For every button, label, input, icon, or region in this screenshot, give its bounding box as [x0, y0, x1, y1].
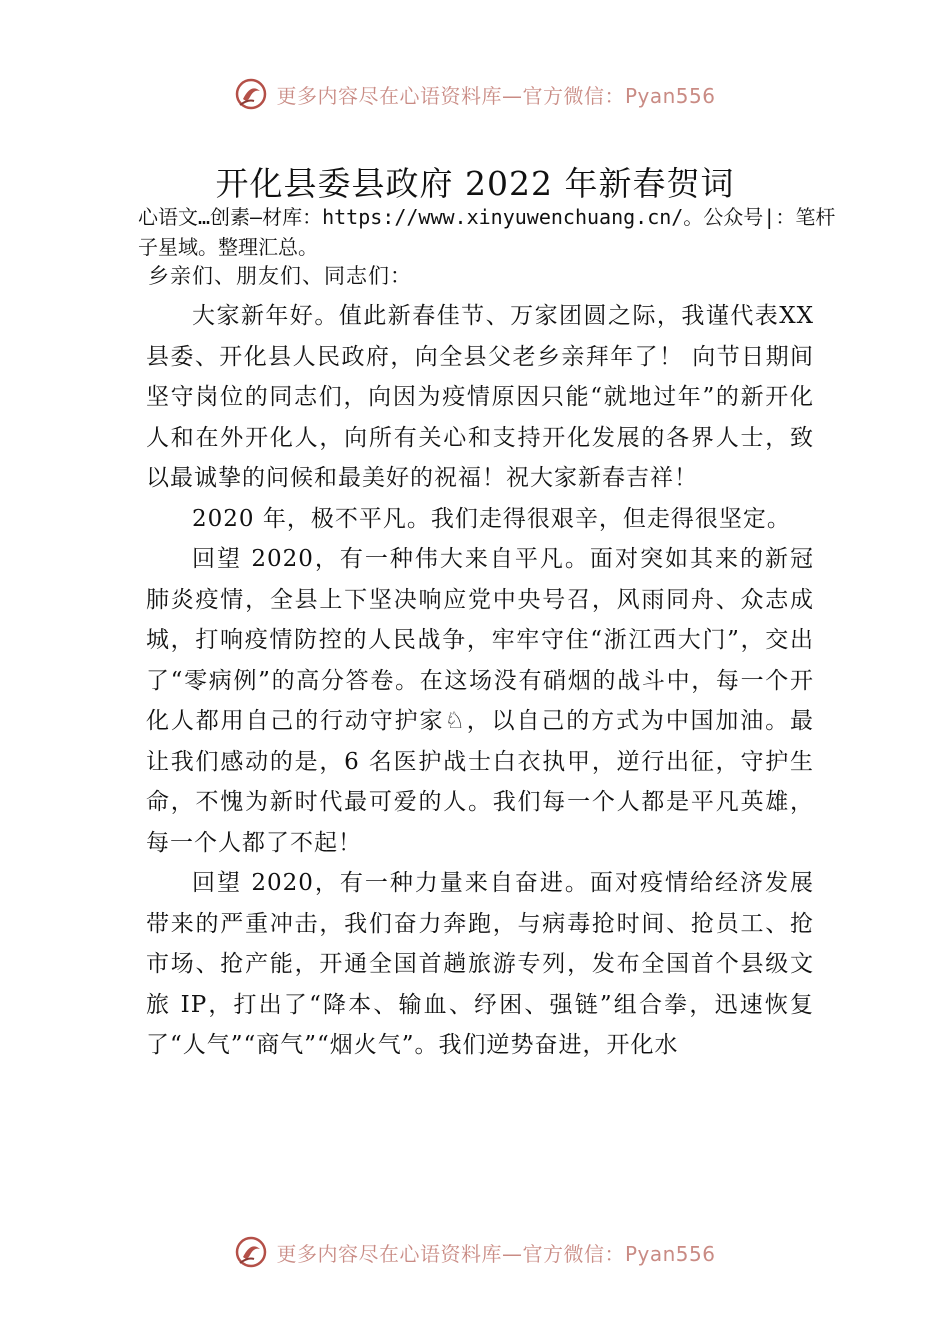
watermark-text-bottom: 更多内容尽在心语资料库—官方微信：Pyan556 [276, 1241, 716, 1266]
greeting: 乡亲们、朋友们、同志们： [148, 264, 412, 288]
watermark-banner-bottom [0, 1230, 950, 1274]
source-line: 心语文…创素—材库：https://www.xinyuwenchuang.cn/。公众号|：笔杆子星域。整理汇总。 [138, 205, 836, 259]
watermark-text-top: 更多内容尽在心语资料库—官方微信：Pyan556 [276, 83, 716, 108]
paragraph: 回望 2020，有一种力量来自奋进。面对疫情给经济发展带来的严重冲击，我们奋力奔跑，与病毒抢时间、抢员工、抢市场、抢产能，开通全国首趟旅游专列，发布全国首个县级文旅 IP，打出了“降本、输血、纾困、强链”组合拳，迅速恢复了“人气”“商气”“烟火气”。我们逆势奋进，开化水 [146, 870, 814, 1058]
document-body [146, 296, 814, 1066]
document-title: 开化县委县政府 2022 年新春贺词 [215, 164, 735, 203]
paragraph: 2020 年，极不平凡。我们走得很艰辛，但走得很坚定。 [192, 505, 791, 532]
rose-logo-icon [234, 1235, 268, 1269]
watermark-banner-top [0, 72, 950, 116]
rose-logo-icon [234, 77, 268, 111]
paragraph: 回望 2020，有一种伟大来自平凡。面对突如其来的新冠肺炎疫情，全县上下坚决响应党中央号召，风雨同舟、众志成城，打响疫情防控的人民战争，牢牢守住“浙江西大门”，交出了“零病例”的高分答卷。在这场没有硝烟的战斗中，每一个开化人都用自己的行动守护家♘，以自己的方式为中国加油。最让我们感动的是，6 名医护战士白衣执甲，逆行出征，守护生命，不愧为新时代最可爱的人。我们每一个人都是平凡英雄，每一个人都了不起！ [146, 546, 814, 856]
paragraph: 大家新年好。值此新春佳节、万家团圆之际，我谨代表XX县委、开化县人民政府，向全县父老乡亲拜年了！ 向节日期间坚守岗位的同志们，向因为疫情原因只能“就地过年”的新开化人和在外开化人，向所有关心和支持开化发展的各界人士，致以最诚挚的问候和最美好的祝福！祝大家新春吉祥！ [146, 303, 814, 491]
